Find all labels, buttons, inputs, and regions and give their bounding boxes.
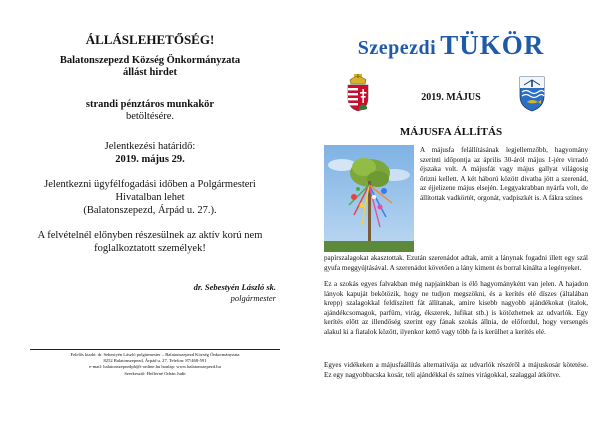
right-page xyxy=(302,0,600,424)
signer-role: polgármester xyxy=(230,293,276,303)
deadline-block xyxy=(0,140,300,166)
apply-line-3: (Balatonszepezd, Árpád u. 27.). xyxy=(83,205,217,216)
article-paragraph-2: Ez a szokás egyes falvakban még napjainkban is élő hagyományként van jelen. A hajadon lányok kapuját bekötözik, hogy ne tudjon megszökni, és a kerítés elé díszes (általában krepp) szalagokkal feldíszített fát állítanak, amire kisebb nagyobb ajándékokat (italok, ajándékcsomagok, parfüm, virág, ékszerek, lufikat stb.) is kötözhetnek az udvarlók. Egy kerítés előtt az illendőség szerint egy fának szokás állnia, de előfordul, hogy versengés alakul ki a fiatalok között, ilyenkor kettő vagy több fa is kerülhet a kerítés elé. xyxy=(324,280,588,336)
footer-line-4: Szerkesztő: Hefferné Orbán Judit xyxy=(124,370,186,376)
org-name: Balatonszepezd Község Önkormányzata xyxy=(59,55,241,66)
apply-line-1: Jelentkezni ügyfélfogadási időben a Polgármesteri xyxy=(44,179,256,190)
apply-line-2: Hivatalban lehet xyxy=(115,192,185,203)
footer-line-2: 8252 Balatonszepezd, Árpád u. 27. Telefon: 87/468-591 xyxy=(103,358,207,364)
job-ad-title: ÁLLÁSLEHETŐSÉG! xyxy=(85,32,215,47)
masthead-part-1: Szepezdi xyxy=(357,37,437,59)
issue-date: 2019. MÁJUS xyxy=(421,92,481,103)
org-block xyxy=(0,55,300,79)
deadline-date: 2019. május 29. xyxy=(115,154,185,165)
deadline-label: Jelentkezési határidő: xyxy=(104,141,196,152)
preference-line-2: foglalkoztatott személyek! xyxy=(94,243,206,254)
position-name: strandi pénztáros munkakör xyxy=(85,99,215,110)
masthead-part-2: TÜKÖR xyxy=(440,30,545,60)
signer-name: dr. Sebestyén László sk. xyxy=(193,282,276,292)
publisher-footer xyxy=(20,352,290,377)
article-paragraph-3: Egyes vidékeken a májusfaállítás alternatívája az udvarlók részéről a májuskosár kötetése. Ez egy nagyobbacska kosár, teli ajándékkal és színes virágokkal, szalaggal átkötve. xyxy=(324,361,588,379)
signature-block xyxy=(194,282,276,304)
preference-note xyxy=(14,229,286,255)
org-announce: állást hirdet xyxy=(123,67,177,78)
footer-line-1: Felelős kiadó: dr. Sebestyén László polgármester – Balatonszepezd Község Önkormányzata xyxy=(70,352,240,357)
footer-line-3: e-mail: balatonszepezdph@t-online.hu honlap: www.balatonszepezd.hu xyxy=(89,364,221,370)
article-paragraph-1: A májusfa felállításának legjellemzőbb, hagyomány szerinti időpontja az április 30-áról május 1-jére virradó éjszaka volt. A májusfát vagy május gallyat világosig őrizni kellett. A két háború között divatba jött a szerenád, az éjjelizene május elsején. Leggyakrabban nyárfa volt, de állítottak vadkörtét, orgonát, vadpiszkét is. A fákra színes xyxy=(420,146,588,202)
position-suffix: betöltésére. xyxy=(125,111,175,122)
footer-divider xyxy=(30,349,280,350)
apply-block xyxy=(0,178,300,217)
position-block xyxy=(0,99,300,123)
maypole-photo xyxy=(324,145,414,252)
preference-line-1: A felvételnél előnyben részesülnek az aktív korú nem xyxy=(37,230,263,241)
masthead xyxy=(302,30,600,61)
article-title: MÁJUSFA ÁLLÍTÁS xyxy=(399,126,503,138)
article-paragraph-1-continued: papírszalagokat akasztottak. Ezután szerenádot adtak, amit a lánynak fogadni illett egy szál gyufa meggyújtásával. A szerenádot követően a lány kiment és borral kínálta a legényeket. xyxy=(324,254,588,272)
